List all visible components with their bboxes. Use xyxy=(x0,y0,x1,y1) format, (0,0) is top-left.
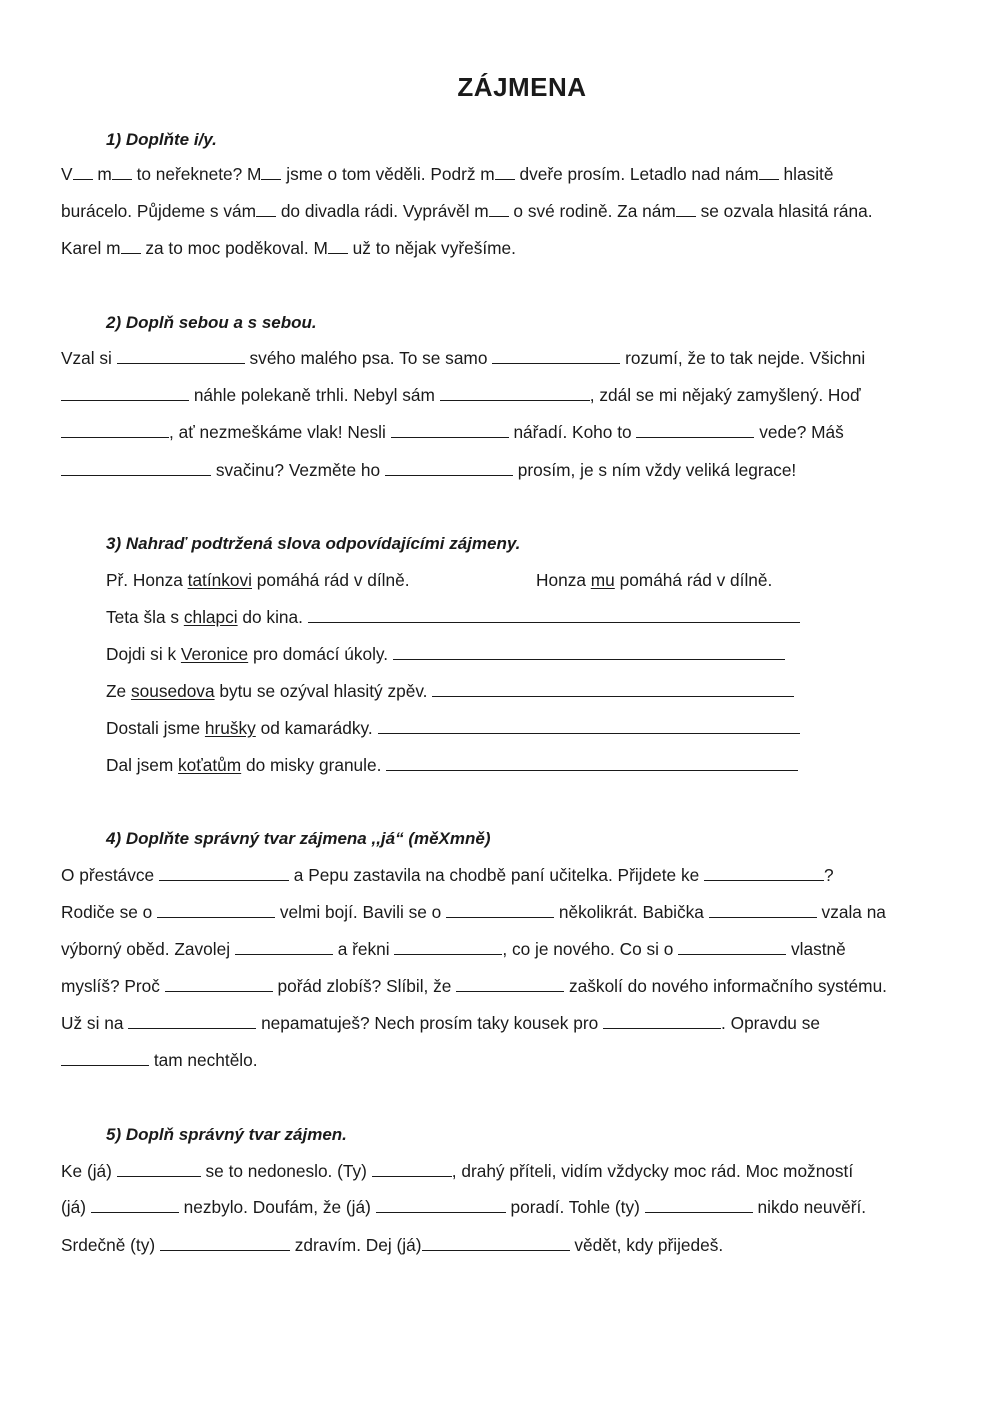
section-1-heading: 1) Doplňte i/y. xyxy=(106,130,217,149)
section-1-line-1: V m to neřeknete? M jsme o tom věděli. Podrž m dveře prosím. Letadlo nad nám hlasitě xyxy=(61,164,834,184)
answer-blank[interactable] xyxy=(386,755,798,771)
blank[interactable] xyxy=(117,348,245,364)
section-2-line-3: , ať nezmeškáme vlak! Nesli nářadí. Koho to vede? Máš xyxy=(61,422,844,443)
underlined-word: tatínkovi xyxy=(187,570,252,590)
blank[interactable] xyxy=(61,460,211,476)
blank[interactable] xyxy=(645,1197,753,1213)
section-1-line-2: burácelo. Půjdeme s vám do divadla rádi. Vyprávěl m o své rodině. Za nám se ozvala hlasitá rána. xyxy=(61,201,873,221)
blank[interactable] xyxy=(117,1161,201,1177)
answer-blank[interactable] xyxy=(393,644,785,660)
underlined-word: sousedova xyxy=(130,681,215,701)
blank[interactable] xyxy=(489,201,509,217)
section-4-line-3: výborný oběd. Zavolej a řekni , co je nového. Co si o vlastně xyxy=(61,939,846,959)
blank[interactable] xyxy=(678,939,786,955)
blank[interactable] xyxy=(372,1161,452,1177)
exercise-row: Teta šla s chlapci do kina. xyxy=(106,607,800,628)
blank[interactable] xyxy=(61,385,189,401)
section-1-line-3: Karel m za to moc poděkoval. M už to nějak vyřešíme. xyxy=(61,238,516,258)
underlined-word: hrušky xyxy=(204,718,256,738)
blank[interactable] xyxy=(709,902,817,918)
section-2-heading: 2) Doplň sebou a s sebou. xyxy=(106,313,317,332)
section-5-heading: 5) Doplň správný tvar zájmen. xyxy=(106,1125,347,1144)
blank[interactable] xyxy=(61,422,169,438)
blank[interactable] xyxy=(91,1197,179,1213)
example-sentence: Př. Honza tatínkovi pomáhá rád v dílně. xyxy=(106,570,410,590)
underlined-word: chlapci xyxy=(183,607,238,627)
blank[interactable] xyxy=(61,1050,149,1066)
section-4-heading: 4) Doplňte správný tvar zájmena ,,já“ (měXmně) xyxy=(106,829,491,848)
section-4-line-1: O přestávce a Pepu zastavila na chodbě paní učitelka. Přijdete ke ? xyxy=(61,865,834,885)
blank[interactable] xyxy=(456,976,564,992)
blank[interactable] xyxy=(495,164,515,180)
section-3-heading: 3) Nahraď podtržená slova odpovídajícími zájmeny. xyxy=(106,534,521,553)
blank[interactable] xyxy=(759,164,779,180)
blank[interactable] xyxy=(704,865,824,881)
blank[interactable] xyxy=(128,1013,256,1029)
blank[interactable] xyxy=(157,902,275,918)
blank[interactable] xyxy=(235,939,333,955)
answer-blank[interactable] xyxy=(432,681,794,697)
exercise-row: Ze sousedova bytu se ozýval hlasitý zpěv. xyxy=(106,681,794,702)
section-2-line-1: Vzal si svého malého psa. To se samo rozumí, že to tak nejde. Všichni xyxy=(61,348,866,368)
blank[interactable] xyxy=(376,1197,506,1213)
blank[interactable] xyxy=(603,1013,721,1029)
section-2-line-2: náhle polekaně trhli. Nebyl sám , zdál se mi nějaký zamyšlený. Hoď xyxy=(61,385,861,406)
blank[interactable] xyxy=(73,164,93,180)
blank[interactable] xyxy=(112,164,132,180)
exercise-row: Dal jsem koťatům do misky granule. xyxy=(106,755,798,776)
section-4-line-5: Už si na nepamatuješ? Nech prosím taky kousek pro . Opravdu se xyxy=(61,1013,820,1033)
section-4-line-6: tam nechtělo. xyxy=(61,1050,258,1071)
blank[interactable] xyxy=(391,422,509,438)
blank[interactable] xyxy=(492,348,620,364)
blank[interactable] xyxy=(160,1235,290,1251)
section-4-line-4: myslíš? Proč pořád zlobíš? Slíbil, že zaškolí do nového informačního systému. xyxy=(61,976,887,996)
section-2-line-4: svačinu? Vezměte ho prosím, je s ním vždy veliká legrace! xyxy=(61,460,796,481)
page-title: ZÁJMENA xyxy=(457,72,587,102)
blank[interactable] xyxy=(422,1235,570,1251)
blank[interactable] xyxy=(121,238,141,254)
blank[interactable] xyxy=(440,385,590,401)
section-5-line-3: Srdečně (ty) zdravím. Dej (já) vědět, kdy přijedeš. xyxy=(61,1235,724,1255)
answer-blank[interactable] xyxy=(378,718,800,734)
underlined-word: koťatům xyxy=(178,755,242,775)
answer-blank[interactable] xyxy=(308,607,800,623)
section-5-line-1: Ke (já) se to nedoneslo. (Ty) , drahý příteli, vidím vždycky moc rád. Moc možností xyxy=(61,1161,854,1181)
exercise-row: Dostali jsme hrušky od kamarádky. xyxy=(106,718,800,739)
blank[interactable] xyxy=(676,201,696,217)
underlined-word: mu xyxy=(590,570,615,590)
underlined-word: Veronice xyxy=(180,644,249,664)
example-answer: Honza mu pomáhá rád v dílně. xyxy=(536,570,773,590)
blank[interactable] xyxy=(446,902,554,918)
section-5-line-2: (já) nezbylo. Doufám, že (já) poradí. Tohle (ty) nikdo neuvěří. xyxy=(61,1197,867,1217)
blank[interactable] xyxy=(256,201,276,217)
blank[interactable] xyxy=(328,238,348,254)
blank[interactable] xyxy=(165,976,273,992)
blank[interactable] xyxy=(385,460,513,476)
blank[interactable] xyxy=(159,865,289,881)
blank[interactable] xyxy=(261,164,281,180)
blank[interactable] xyxy=(394,939,502,955)
section-4-line-2: Rodiče se o velmi bojí. Bavili se o několikrát. Babička vzala na xyxy=(61,902,886,922)
exercise-row: Dojdi si k Veronice pro domácí úkoly. xyxy=(106,644,785,665)
blank[interactable] xyxy=(636,422,754,438)
